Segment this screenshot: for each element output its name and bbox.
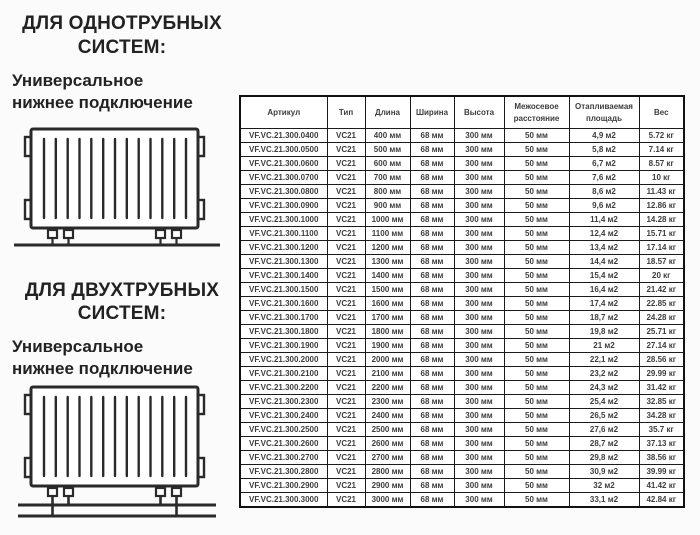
table-cell: 38.56 кг [639,451,684,465]
table-cell: VF.VC.21.300.0900 [240,199,327,213]
table-cell: VF.VC.21.300.2500 [240,423,327,437]
table-cell: VC21 [327,395,365,409]
table-cell: 68 мм [410,157,454,171]
table-cell: 68 мм [410,479,454,493]
table-cell: 10 кг [639,171,684,185]
table-cell: 68 мм [410,283,454,297]
col-header-vysota: Высота [454,96,504,129]
subheading-line: нижнее подключение [12,359,193,379]
two-pipe-subheading [12,336,236,380]
table-cell: 50 мм [504,325,569,339]
table-cell: 1400 мм [365,269,410,283]
table-cell: VF.VC.21.300.2900 [240,479,327,493]
table-cell: 24.28 кг [639,311,684,325]
table-row [240,437,684,451]
table-cell: 68 мм [410,311,454,325]
table-cell: 1600 мм [365,297,410,311]
table-cell: 32 м2 [569,479,639,493]
table-row [240,479,684,493]
table-cell: VC21 [327,493,365,508]
table-cell: 50 мм [504,339,569,353]
table-cell: 68 мм [410,143,454,157]
table-cell: 50 мм [504,227,569,241]
table-cell: 1700 мм [365,311,410,325]
table-cell: VF.VC.21.300.1200 [240,241,327,255]
table-cell: VC21 [327,269,365,283]
table-cell: 7,6 м2 [569,171,639,185]
subheading-line: Универсальное [12,70,144,90]
table-cell: 28.56 кг [639,353,684,367]
table-cell: 21 м2 [569,339,639,353]
table-cell: 300 мм [454,423,504,437]
table-row [240,157,684,171]
table-cell: 500 мм [365,143,410,157]
table-cell: 2100 мм [365,367,410,381]
table-cell: VF.VC.21.300.2700 [240,451,327,465]
table-cell: 2700 мм [365,451,410,465]
table-cell: 29.99 кг [639,367,684,381]
table-cell: 50 мм [504,199,569,213]
table-cell: 15,4 м2 [569,269,639,283]
table-cell: 20 кг [639,269,684,283]
table-row [240,297,684,311]
table-row [240,255,684,269]
table-cell: 27.14 кг [639,339,684,353]
table-cell: 300 мм [454,129,504,143]
table-cell: VF.VC.21.300.1100 [240,227,327,241]
table-cell: 25,4 м2 [569,395,639,409]
table-cell: 1100 мм [365,227,410,241]
table-cell: 300 мм [454,339,504,353]
table-cell: 68 мм [410,381,454,395]
table-cell: 18.57 кг [639,255,684,269]
table-cell: 300 мм [454,325,504,339]
table-cell: 300 мм [454,157,504,171]
table-cell: 1800 мм [365,325,410,339]
table-cell: VF.VC.21.300.2800 [240,465,327,479]
table-row [240,409,684,423]
table-cell: VF.VC.21.300.3000 [240,493,327,508]
table-cell: 5,8 м2 [569,143,639,157]
table-cell: 50 мм [504,283,569,297]
table-cell: 8.57 кг [639,157,684,171]
table-cell: 300 мм [454,255,504,269]
table-cell: VF.VC.21.300.1300 [240,255,327,269]
table-row [240,241,684,255]
table-cell: 50 мм [504,185,569,199]
table-cell: 50 мм [504,157,569,171]
subheading-line: Универсальное [12,337,144,357]
table-cell: 300 мм [454,479,504,493]
table-cell: 300 мм [454,241,504,255]
table-cell: 2200 мм [365,381,410,395]
heading-line: ДЛЯ ОДНОТРУБНЫХ [22,13,222,34]
table-cell: 50 мм [504,395,569,409]
table-cell: VC21 [327,185,365,199]
table-cell: 12.86 кг [639,199,684,213]
table-cell: VC21 [327,297,365,311]
table-cell: 300 мм [454,437,504,451]
table-cell: VC21 [327,241,365,255]
table-cell: 50 мм [504,409,569,423]
table-cell: VC21 [327,353,365,367]
table-cell: 50 мм [504,381,569,395]
table-cell: VF.VC.21.300.2200 [240,381,327,395]
table-cell: 300 мм [454,409,504,423]
table-cell: 50 мм [504,493,569,508]
table-cell: 68 мм [410,185,454,199]
table-cell: VF.VC.21.300.0800 [240,185,327,199]
table-cell: 50 мм [504,129,569,143]
table-cell: 1300 мм [365,255,410,269]
table-cell: 68 мм [410,213,454,227]
table-cell: 50 мм [504,451,569,465]
table-cell: VF.VC.21.300.1800 [240,325,327,339]
table-cell: 68 мм [410,269,454,283]
two-pipe-heading [8,279,236,327]
table-cell: 35.7 кг [639,423,684,437]
table-cell: 22.85 кг [639,297,684,311]
table-cell: 1000 мм [365,213,410,227]
table-cell: 68 мм [410,451,454,465]
table-cell: 31.42 кг [639,381,684,395]
section-single-pipe [8,12,236,253]
table-cell: 300 мм [454,171,504,185]
table-cell: 50 мм [504,353,569,367]
table-cell: VF.VC.21.300.2100 [240,367,327,381]
table-cell: 68 мм [410,297,454,311]
spec-table-body [240,129,684,508]
table-cell: 8,6 м2 [569,185,639,199]
table-cell: 15.71 кг [639,227,684,241]
table-cell: 50 мм [504,437,569,451]
table-cell: 1900 мм [365,339,410,353]
table-cell: 68 мм [410,465,454,479]
table-cell: 5.72 кг [639,129,684,143]
table-cell: 2000 мм [365,353,410,367]
table-row [240,325,684,339]
table-cell: 68 мм [410,395,454,409]
table-row [240,227,684,241]
table-row [240,199,684,213]
col-header-ploshchad: Отапливаемая площадь [569,96,639,129]
table-cell: 2600 мм [365,437,410,451]
table-cell: 11.43 кг [639,185,684,199]
table-cell: 12,4 м2 [569,227,639,241]
table-cell: 300 мм [454,185,504,199]
table-cell: VC21 [327,423,365,437]
table-cell: 50 мм [504,269,569,283]
table-cell: 11,4 м2 [569,213,639,227]
table-cell: 68 мм [410,339,454,353]
table-cell: VC21 [327,451,365,465]
table-row [240,185,684,199]
table-cell: 50 мм [504,479,569,493]
single-pipe-heading [8,12,236,60]
table-cell: VF.VC.21.300.1900 [240,339,327,353]
header-row [240,96,684,129]
table-cell: VF.VC.21.300.2000 [240,353,327,367]
table-cell: 2400 мм [365,409,410,423]
table-cell: 68 мм [410,367,454,381]
table-cell: 14,4 м2 [569,255,639,269]
table-cell: 50 мм [504,297,569,311]
table-cell: 1200 мм [365,241,410,255]
radiator-two-pipe-diagram-icon [12,384,224,524]
table-cell: VF.VC.21.300.0400 [240,129,327,143]
table-row [240,451,684,465]
table-cell: 50 мм [504,171,569,185]
table-row [240,269,684,283]
table-cell: 300 мм [454,269,504,283]
table-cell: 50 мм [504,241,569,255]
table-cell: 68 мм [410,227,454,241]
table-cell: 300 мм [454,381,504,395]
table-cell: 50 мм [504,367,569,381]
table-cell: 300 мм [454,451,504,465]
table-cell: 41.42 кг [639,479,684,493]
table-cell: VC21 [327,213,365,227]
table-cell: 300 мм [454,297,504,311]
table-cell: 3000 мм [365,493,410,508]
table-cell: 30,9 м2 [569,465,639,479]
table-row [240,143,684,157]
table-cell: VC21 [327,129,365,143]
table-cell: VC21 [327,339,365,353]
table-cell: VC21 [327,283,365,297]
table-cell: VC21 [327,227,365,241]
table-cell: VC21 [327,409,365,423]
table-cell: VC21 [327,465,365,479]
table-row [240,381,684,395]
table-row [240,283,684,297]
table-cell: 300 мм [454,367,504,381]
table-cell: 300 мм [454,213,504,227]
table-row [240,367,684,381]
table-cell: 600 мм [365,157,410,171]
table-cell: VF.VC.21.300.0700 [240,171,327,185]
table-cell: 9,6 м2 [569,199,639,213]
table-cell: 19,8 м2 [569,325,639,339]
table-cell: 68 мм [410,241,454,255]
table-cell: 300 мм [454,283,504,297]
table-cell: VC21 [327,381,365,395]
table-cell: 6,7 м2 [569,157,639,171]
table-cell: VF.VC.21.300.2400 [240,409,327,423]
table-cell: VC21 [327,479,365,493]
section-two-pipe [8,279,236,525]
table-cell: 2800 мм [365,465,410,479]
heading-line: СИСТЕМ: [77,303,167,325]
table-row [240,339,684,353]
table-cell: 68 мм [410,493,454,508]
table-cell: 68 мм [410,325,454,339]
table-cell: 700 мм [365,171,410,185]
table-cell: 50 мм [504,423,569,437]
table-cell: VF.VC.21.300.1400 [240,269,327,283]
col-header-tip: Тип [327,96,365,129]
table-cell: VF.VC.21.300.1700 [240,311,327,325]
table-cell: 68 мм [410,171,454,185]
table-cell: 300 мм [454,493,504,508]
col-header-artikul: Артикул [240,96,327,129]
heading-line: СИСТЕМ: [77,36,167,58]
spec-table-area [239,95,683,508]
table-cell: 4,9 м2 [569,129,639,143]
table-cell: 17.14 кг [639,241,684,255]
subheading-line: нижнее подключение [12,92,193,112]
table-cell: 300 мм [454,465,504,479]
table-row [240,129,684,143]
table-cell: 50 мм [504,143,569,157]
table-cell: 68 мм [410,437,454,451]
table-cell: 32.85 кг [639,395,684,409]
table-cell: 68 мм [410,353,454,367]
table-cell: 25.71 кг [639,325,684,339]
table-cell: 300 мм [454,311,504,325]
col-header-dlina: Длина [365,96,410,129]
table-row [240,395,684,409]
table-cell: VC21 [327,367,365,381]
table-cell: VC21 [327,143,365,157]
table-cell: 68 мм [410,423,454,437]
table-cell: 68 мм [410,255,454,269]
table-cell: VC21 [327,157,365,171]
table-cell: 42.84 кг [639,493,684,508]
table-cell: VF.VC.21.300.2300 [240,395,327,409]
table-cell: VF.VC.21.300.1000 [240,213,327,227]
table-row [240,353,684,367]
table-cell: 13,4 м2 [569,241,639,255]
table-cell: 37.13 кг [639,437,684,451]
table-row [240,171,684,185]
table-cell: 50 мм [504,213,569,227]
col-header-ves: Вес [639,96,684,129]
table-row [240,465,684,479]
table-cell: 300 мм [454,353,504,367]
table-cell: 22,1 м2 [569,353,639,367]
table-cell: 14.28 кг [639,213,684,227]
table-cell: VF.VC.21.300.1500 [240,283,327,297]
table-cell: 26,5 м2 [569,409,639,423]
table-cell: 16,4 м2 [569,283,639,297]
table-cell: VC21 [327,437,365,451]
table-cell: 50 мм [504,465,569,479]
table-cell: 800 мм [365,185,410,199]
table-cell: 21.42 кг [639,283,684,297]
table-cell: 24,3 м2 [569,381,639,395]
table-cell: 900 мм [365,199,410,213]
table-cell: 1500 мм [365,283,410,297]
table-cell: 17,4 м2 [569,297,639,311]
left-panel [8,12,236,524]
table-cell: 23,2 м2 [569,367,639,381]
col-header-mezhosevoe: Межосевое расстояние [504,96,569,129]
table-cell: 27,6 м2 [569,423,639,437]
table-cell: 28,7 м2 [569,437,639,451]
table-row [240,493,684,508]
table-cell: 50 мм [504,255,569,269]
table-cell: VF.VC.21.300.1600 [240,297,327,311]
table-cell: VF.VC.21.300.0600 [240,157,327,171]
table-cell: 68 мм [410,199,454,213]
table-cell: 2300 мм [365,395,410,409]
single-pipe-subheading [12,70,236,114]
table-cell: 300 мм [454,227,504,241]
table-row [240,213,684,227]
table-cell: 68 мм [410,129,454,143]
col-header-shirina: Ширина [410,96,454,129]
table-cell: 29,8 м2 [569,451,639,465]
table-cell: 33,1 м2 [569,493,639,508]
radiator-single-pipe-diagram-icon [12,126,224,253]
table-cell: 68 мм [410,409,454,423]
table-cell: 300 мм [454,143,504,157]
table-cell: VC21 [327,325,365,339]
table-row [240,423,684,437]
table-cell: 50 мм [504,311,569,325]
spec-table [239,95,685,508]
table-cell: VC21 [327,311,365,325]
table-cell: VF.VC.21.300.2600 [240,437,327,451]
table-cell: 300 мм [454,395,504,409]
table-cell: 39.99 кг [639,465,684,479]
table-cell: 400 мм [365,129,410,143]
table-cell: VC21 [327,199,365,213]
table-cell: VF.VC.21.300.0500 [240,143,327,157]
table-cell: 2900 мм [365,479,410,493]
table-cell: 2500 мм [365,423,410,437]
table-cell: 300 мм [454,199,504,213]
table-cell: VC21 [327,255,365,269]
table-cell: 7.14 кг [639,143,684,157]
heading-line: ДЛЯ ДВУХТРУБНЫХ [24,279,220,301]
table-row [240,311,684,325]
table-cell: VC21 [327,171,365,185]
table-cell: 34.28 кг [639,409,684,423]
table-cell: 18,7 м2 [569,311,639,325]
